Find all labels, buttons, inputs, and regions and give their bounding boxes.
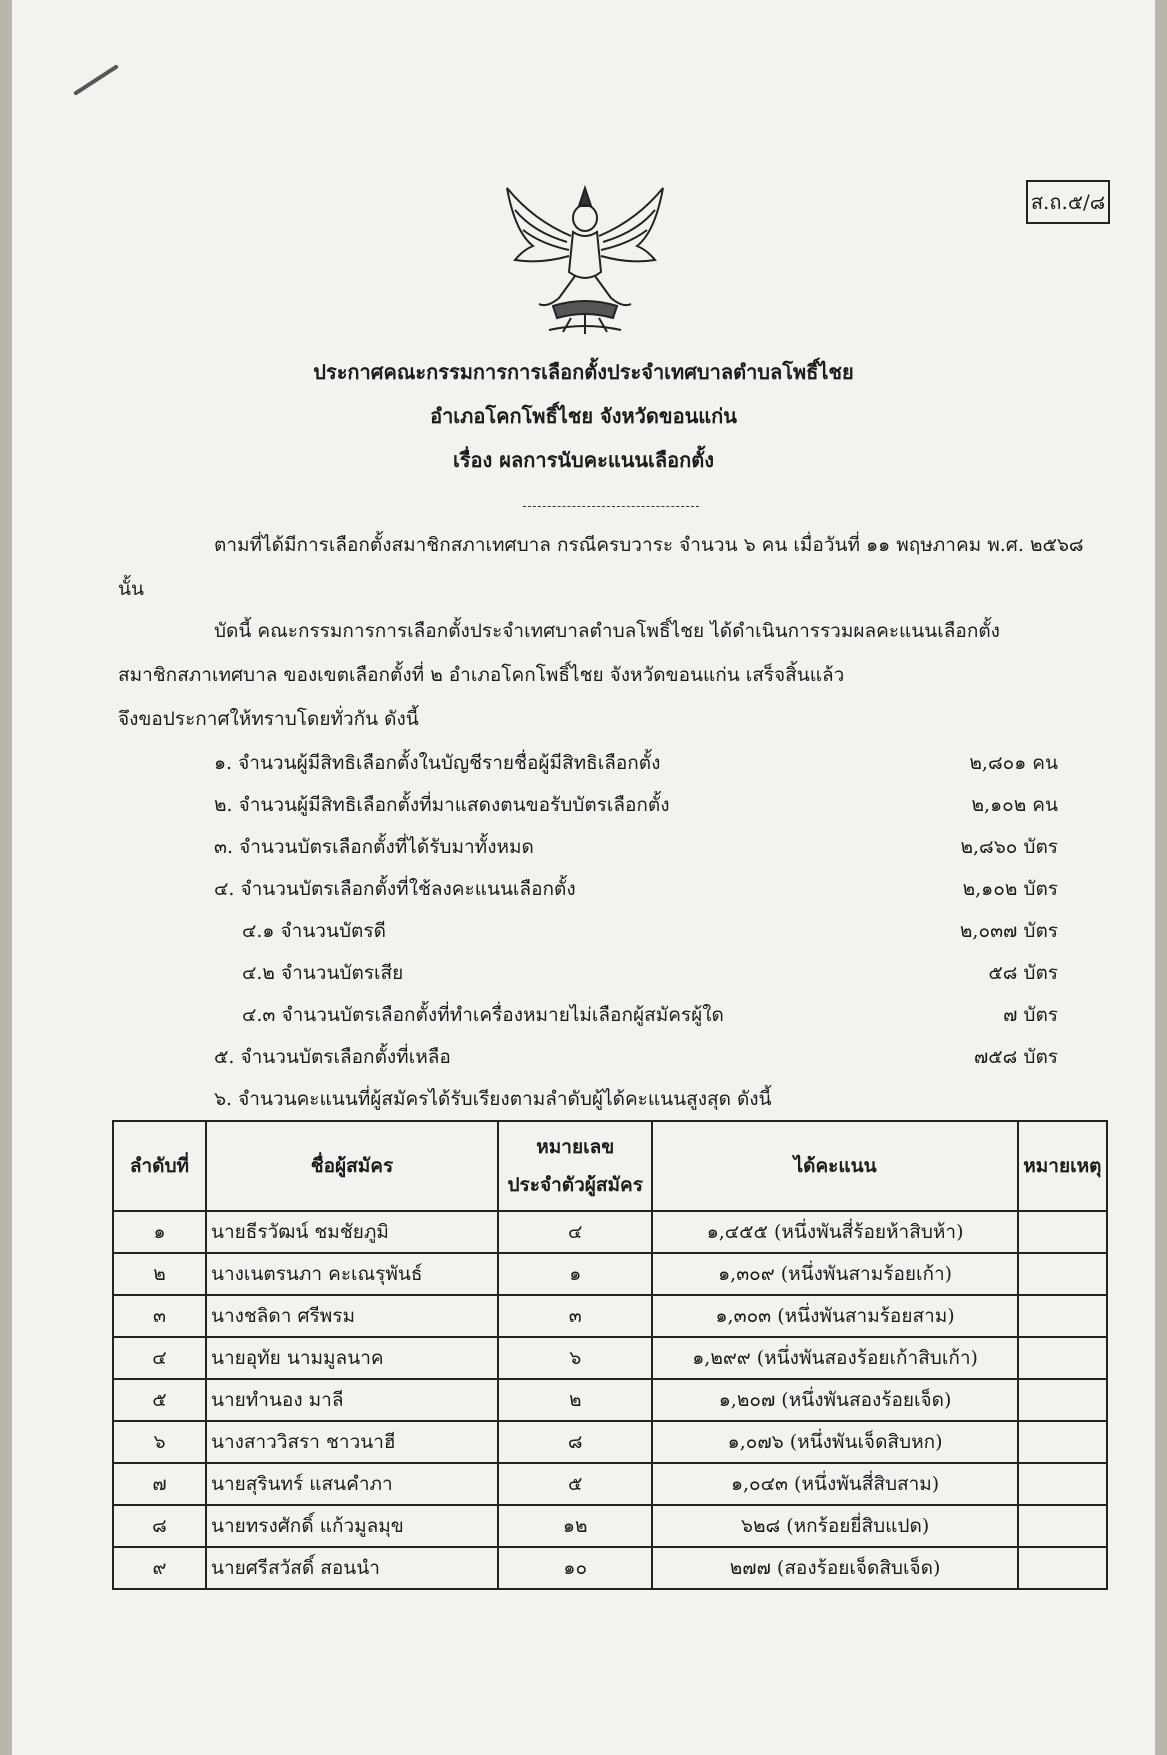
- stat-eligible-voters-value: ๒,๘๐๑ คน: [969, 752, 1058, 774]
- row-votes: ๑,๒๐๗ (หนึ่งพันสองร้อยเจ็ด): [652, 1379, 1017, 1421]
- stat-no-vote-ballots-label: ๔.๓ จำนวนบัตรเลือกตั้งที่ทำเครื่องหมายไม่เลือกผู้สมัครผู้ใด: [242, 1004, 724, 1026]
- row-note: [1018, 1379, 1107, 1421]
- stat-voters-present-label: ๒. จำนวนผู้มีสิทธิเลือกตั้งที่มาแสดงตนขอรับบัตรเลือกตั้ง: [214, 794, 670, 816]
- header-candidate-number: [498, 1121, 652, 1211]
- stat-good-ballots-value: ๒,๐๓๗ บัตร: [959, 920, 1058, 942]
- row-number: ๔: [498, 1211, 652, 1253]
- row-votes: ๑,๓๐๙ (หนึ่งพันสามร้อยเก้า): [652, 1253, 1017, 1295]
- row-name: นายทำนอง มาลี: [206, 1379, 498, 1421]
- stat-spoiled-ballots-value: ๕๘ บัตร: [988, 962, 1058, 984]
- intro-paragraph-2-line-1: บัดนี้ คณะกรรมการการเลือกตั้งประจำเทศบาลตำบลโพธิ์ไชย ได้ดำเนินการรวมผลคะแนนเลือกตั้ง: [214, 620, 1000, 642]
- header-name: ชื่อผู้สมัคร: [206, 1121, 498, 1211]
- table-row: [113, 1211, 1107, 1253]
- subject-line: เรื่อง ผลการนับคะแนนเลือกตั้ง: [452, 448, 715, 472]
- row-name: นายศรีสวัสดิ์ สอนนำ: [206, 1547, 498, 1589]
- row-votes: ๑,๓๐๓ (หนึ่งพันสามร้อยสาม): [652, 1295, 1017, 1337]
- row-name: นายทรงศักดิ์ แก้วมูลมุข: [206, 1505, 498, 1547]
- title-divider: [523, 506, 699, 507]
- stat-remaining-ballots-label: ๕. จำนวนบัตรเลือกตั้งที่เหลือ: [214, 1046, 451, 1068]
- row-rank: ๕: [113, 1379, 206, 1421]
- row-number: ๘: [498, 1421, 652, 1463]
- row-votes: ๑,๐๔๓ (หนึ่งพันสี่สิบสาม): [652, 1463, 1017, 1505]
- row-note: [1018, 1337, 1107, 1379]
- intro-paragraph-2-line-3: จึงขอประกาศให้ทราบโดยทั่วกัน ดังนี้: [118, 708, 419, 730]
- stat-remaining-ballots-value: ๗๕๘ บัตร: [974, 1046, 1058, 1068]
- row-note: [1018, 1547, 1107, 1589]
- row-note: [1018, 1463, 1107, 1505]
- results-table: [112, 1120, 1108, 1590]
- header-number-line-2: ประจำตัวผู้สมัคร: [507, 1174, 643, 1196]
- row-note: [1018, 1421, 1107, 1463]
- form-code-box: ส.ถ.๕/๘: [1026, 180, 1110, 224]
- row-votes: ๒๗๗ (สองร้อยเจ็ดสิบเจ็ด): [652, 1547, 1017, 1589]
- stat-ballots-received-label: ๓. จำนวนบัตรเลือกตั้งที่ได้รับมาทั้งหมด: [214, 836, 534, 858]
- row-number: ๒: [498, 1379, 652, 1421]
- row-note: [1018, 1295, 1107, 1337]
- table-row: [113, 1295, 1107, 1337]
- header-note: หมายเหตุ: [1018, 1121, 1107, 1211]
- row-name: นายสุรินทร์ แสนคำภา: [206, 1463, 498, 1505]
- row-name: นายอุทัย นามมูลนาค: [206, 1337, 498, 1379]
- row-rank: ๑: [113, 1211, 206, 1253]
- row-number: ๖: [498, 1337, 652, 1379]
- garuda-emblem-icon: [493, 180, 677, 340]
- row-votes: ๖๒๘ (หกร้อยยี่สิบแปด): [652, 1505, 1017, 1547]
- stat-ballots-received-value: ๒,๘๖๐ บัตร: [960, 836, 1058, 858]
- row-number: ๑๐: [498, 1547, 652, 1589]
- row-number: ๑๒: [498, 1505, 652, 1547]
- stat-good-ballots-label: ๔.๑ จำนวนบัตรดี: [242, 920, 386, 942]
- row-votes: ๑,๔๕๕ (หนึ่งพันสี่ร้อยห้าสิบห้า): [652, 1211, 1017, 1253]
- stat-eligible-voters-label: ๑. จำนวนผู้มีสิทธิเลือกตั้งในบัญชีรายชื่อผู้มีสิทธิเลือกตั้ง: [214, 752, 661, 774]
- table-row: [113, 1463, 1107, 1505]
- header-votes: ได้คะแนน: [652, 1121, 1017, 1211]
- row-name: นางสาววิสรา ชาวนาฮี: [206, 1421, 498, 1463]
- table-row: [113, 1547, 1107, 1589]
- row-rank: ๖: [113, 1421, 206, 1463]
- table-row: [113, 1421, 1107, 1463]
- table-header-row: [113, 1121, 1107, 1211]
- row-rank: ๗: [113, 1463, 206, 1505]
- header-number-line-1: หมายเลข: [536, 1136, 615, 1158]
- district-province: อำเภอโคกโพธิ์ไชย จังหวัดขอนแก่น: [430, 404, 737, 428]
- row-votes: ๑,๐๗๖ (หนึ่งพันเจ็ดสิบหก): [652, 1421, 1017, 1463]
- row-rank: ๙: [113, 1547, 206, 1589]
- table-row: [113, 1337, 1107, 1379]
- stat-ballots-used-label: ๔. จำนวนบัตรเลือกตั้งที่ใช้ลงคะแนนเลือกตั้ง: [214, 878, 576, 900]
- table-row: [113, 1505, 1107, 1547]
- table-row: [113, 1253, 1107, 1295]
- stat-ballots-used-value: ๒,๑๐๒ บัตร: [962, 878, 1058, 900]
- intro-paragraph-2-line-2: สมาชิกสภาเทศบาล ของเขตเลือกตั้งที่ ๒ อำเภอโคกโพธิ์ไชย จังหวัดขอนแก่น เสร็จสิ้นแล้ว: [118, 664, 845, 686]
- row-number: ๕: [498, 1463, 652, 1505]
- row-note: [1018, 1211, 1107, 1253]
- row-number: ๑: [498, 1253, 652, 1295]
- stat-no-vote-ballots-value: ๗ บัตร: [1003, 1004, 1058, 1026]
- row-rank: ๘: [113, 1505, 206, 1547]
- row-votes: ๑,๒๙๙ (หนึ่งพันสองร้อยเก้าสิบเก้า): [652, 1337, 1017, 1379]
- row-rank: ๔: [113, 1337, 206, 1379]
- row-name: นางชลิดา ศรีพรม: [206, 1295, 498, 1337]
- row-name: นางเนตรนภา คะเณรุพันธ์: [206, 1253, 498, 1295]
- table-row: [113, 1379, 1107, 1421]
- stat-spoiled-ballots-label: ๔.๒ จำนวนบัตรเสีย: [242, 962, 404, 984]
- row-name: นายธีรวัฒน์ ชมชัยภูมิ: [206, 1211, 498, 1253]
- stat-voters-present-value: ๒,๑๐๒ คน: [971, 794, 1058, 816]
- intro-paragraph-1-line-1: ตามที่ได้มีการเลือกตั้งสมาชิกสภาเทศบาล กรณีครบวาระ จำนวน ๖ คน เมื่อวันที่ ๑๑ พฤษภาคม พ.ศ. ๒๕๖๘: [214, 534, 1084, 556]
- announcement-title: ประกาศคณะกรรมการการเลือกตั้งประจำเทศบาลตำบลโพธิ์ไชย: [313, 360, 854, 384]
- header-rank: ลำดับที่: [113, 1121, 206, 1211]
- results-table-intro: ๖. จำนวนคะแนนที่ผู้สมัครได้รับเรียงตามลำดับผู้ได้คะแนนสูงสุด ดังนี้: [214, 1088, 772, 1110]
- row-note: [1018, 1253, 1107, 1295]
- row-note: [1018, 1505, 1107, 1547]
- row-rank: ๒: [113, 1253, 206, 1295]
- intro-paragraph-1-line-2: นั้น: [118, 578, 144, 600]
- row-number: ๓: [498, 1295, 652, 1337]
- row-rank: ๓: [113, 1295, 206, 1337]
